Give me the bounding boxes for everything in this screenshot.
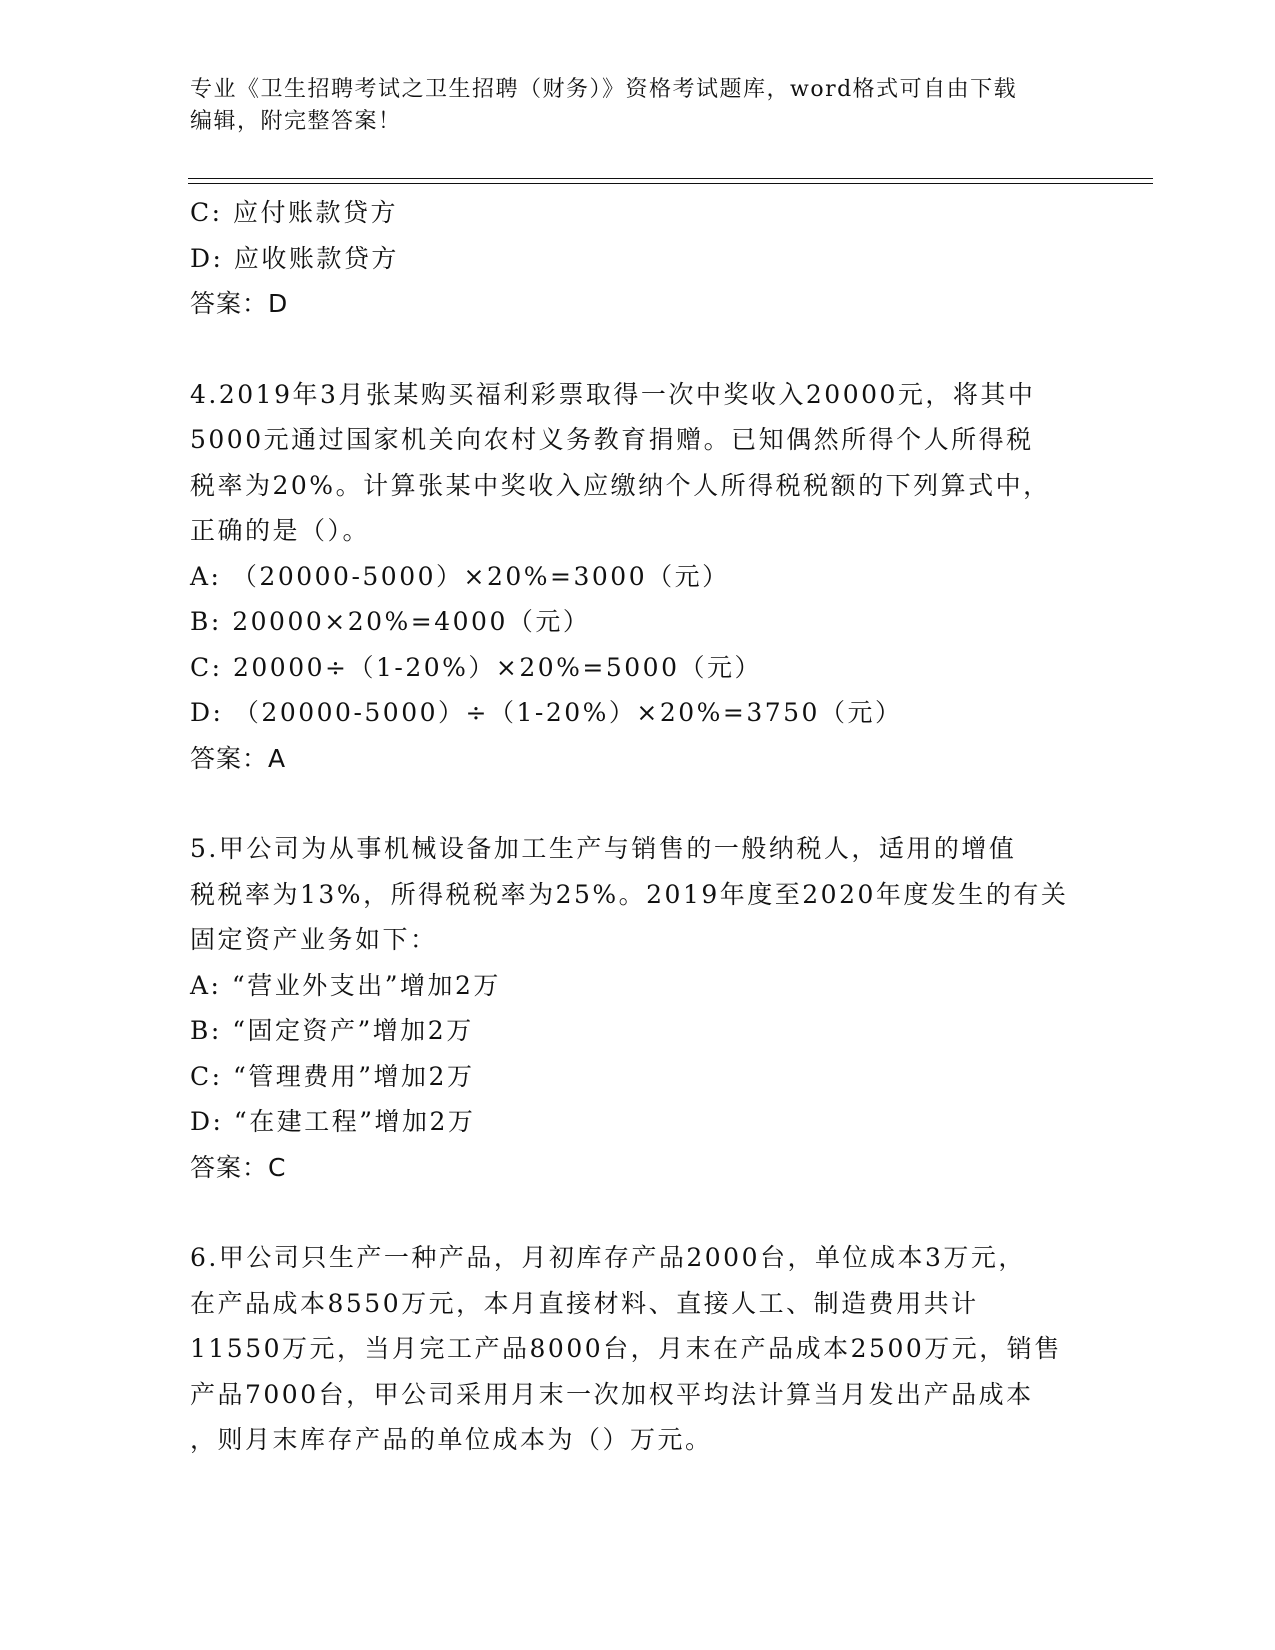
question-5 — [190, 826, 1080, 1190]
option-d: D: （20000-5000）÷（1-20%）×20%=3750（元） — [190, 698, 903, 727]
question-stem — [190, 372, 1080, 554]
stem-line: 在产品成本8550万元，本月直接材料、直接人工、制造费用共计 — [190, 1288, 979, 1318]
option-d: D: “在建工程”增加2万 — [190, 1107, 476, 1136]
option-b: B: 20000×20%=4000（元） — [190, 607, 591, 636]
option-c: C: “管理费用”增加2万 — [190, 1061, 475, 1091]
spacer — [190, 1190, 1080, 1235]
stem-line: 6.甲公司只生产一种产品，月初库存产品2000台，单位成本3万元， — [190, 1243, 1026, 1272]
answer-label: 答案：D — [190, 289, 289, 318]
page-header — [190, 74, 1070, 138]
question-4 — [190, 372, 1080, 782]
option-a: A: “营业外支出”增加2万 — [190, 970, 501, 1000]
answer-label: 答案：C — [190, 1152, 287, 1182]
header-divider-top — [188, 178, 1153, 179]
question-stem — [190, 1235, 1080, 1463]
question-stem — [190, 826, 1080, 963]
question-content — [190, 190, 1080, 1463]
question-6 — [190, 1235, 1080, 1463]
stem-line: 4.2019年3月张某购买福利彩票取得一次中奖收入20000元，将其中 — [190, 379, 1036, 409]
question-3-tail — [190, 190, 1080, 327]
stem-line: 税率为20%。计算张某中奖收入应缴纳个人所得税税额的下列算式中， — [190, 470, 1051, 500]
option-a: A: （20000-5000）×20%=3000（元） — [190, 561, 730, 591]
stem-line: 产品7000台，甲公司采用月末一次加权平均法计算当月发出产品成本 — [190, 1379, 1034, 1409]
stem-line: 固定资产业务如下： — [190, 925, 438, 954]
header-line-2: 编辑，附完整答案！ — [190, 109, 402, 134]
stem-line: 5000元通过国家机关向农村义务教育捐赠。已知偶然所得个人所得税 — [190, 425, 1034, 454]
option-b: B: “固定资产”增加2万 — [190, 1016, 474, 1045]
spacer — [190, 327, 1080, 372]
header-divider-bottom — [188, 183, 1153, 184]
header-line-1: 专业《卫生招聘考试之卫生招聘（财务）》资格考试题库，word格式可自由下载 — [190, 77, 1018, 102]
stem-line: ，则月末库存产品的单位成本为（）万元。 — [190, 1425, 713, 1454]
option-c: C: 20000÷（1-20%）×20%=5000（元） — [190, 652, 762, 682]
option-c: C: 应付账款贷方 — [190, 198, 398, 227]
spacer — [190, 781, 1080, 826]
answer-label: 答案：A — [190, 743, 287, 773]
stem-line: 正确的是（）。 — [190, 516, 371, 545]
stem-line: 11550万元，当月完工产品8000台，月末在产品成本2500万元，销售 — [190, 1334, 1062, 1363]
stem-line: 5.甲公司为从事机械设备加工生产与销售的一般纳税人，适用的增值 — [190, 834, 1017, 863]
stem-line: 税税率为13%，所得税税率为25%。2019年度至2020年度发生的有关 — [190, 879, 1069, 909]
option-d: D: 应收账款贷方 — [190, 243, 399, 273]
